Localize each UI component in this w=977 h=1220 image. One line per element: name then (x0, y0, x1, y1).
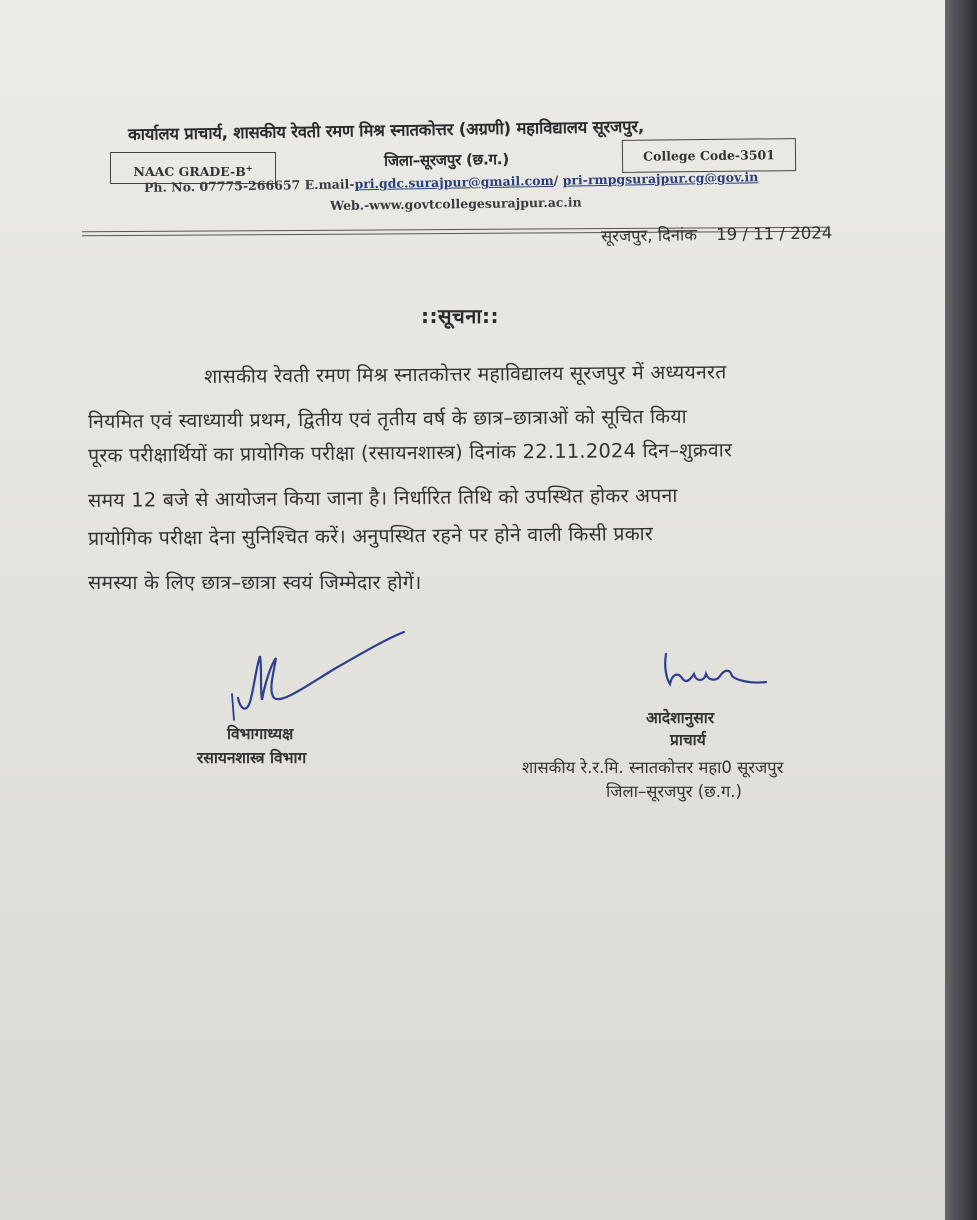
email-link-primary[interactable]: pri.gdc.surajpur@gmail.com (354, 172, 554, 192)
order-label: आदेशानुसार (646, 709, 715, 727)
notice-body-line-1: शासकीय रेवती रमण मिश्र स्नातकोत्तर महाविद्यालय सूरजपुर में अध्ययनरत (203, 360, 727, 388)
notice-body-line-3: पूरक परीक्षार्थियों का प्रायोगिक परीक्षा (रसायनशास्त्र) दिनांक 22.11.2024 दिन–शुक्रवार (87, 438, 733, 467)
naac-grade-label: NAAC GRADE-B (133, 164, 246, 180)
notice-body-line-5: प्रायोगिक परीक्षा देना सुनिश्चित करें। अनुपस्थित रहने पर होने वाली किसी प्रकार (87, 522, 654, 550)
notice-title: ::सूचना:: (421, 304, 499, 328)
notice-body-line-4: समय 12 बजे से आयोजन किया जाना है। निर्धारित तिथि को उपस्थित होकर अपना (87, 483, 678, 512)
phone-label: Ph. No. 07775-266657 E.mail- (143, 176, 355, 195)
issue-date: 19 / 11 / 2024 (716, 223, 833, 245)
date-line (601, 220, 833, 246)
college-code-label: College Code-3501 (643, 147, 775, 164)
website-line[interactable]: Web.-www.govtcollegesurajpur.ac.in (329, 194, 582, 213)
notice-body-line-6: समस्या के लिए छात्र–छात्रा स्वयं जिम्मेदार होगें। (88, 571, 422, 594)
principal-signature (660, 648, 780, 696)
principal-district: जिला–सूरजपुर (छ.ग.) (606, 782, 742, 801)
letterhead-district-line: जिला–सूरजपुर (छ.ग.) (383, 150, 510, 170)
notice-body-line-2: नियमित एवं स्वाध्यायी प्रथम, द्वितीय एवं तृतीय वर्ष के छात्र–छात्राओं को सूचित किया (87, 404, 687, 433)
hod-department: रसायनशास्त्र विभाग (197, 749, 307, 767)
email-link-secondary[interactable]: pri-rmpgsurajpur.cg@gov.in (562, 169, 759, 188)
hod-signature (226, 628, 416, 728)
hod-designation: विभागाध्यक्ष (227, 725, 294, 743)
place-date-label: सूरजपुर, दिनांक (600, 225, 698, 246)
naac-grade-mark: + (245, 163, 253, 173)
principal-institution: शासकीय रे.र.मि. स्नातकोत्तर महा0 सूरजपुर (522, 758, 784, 777)
email-separator: / (553, 172, 563, 188)
letterhead-office-line: कार्यालय प्राचार्य, शासकीय रेवती रमण मिश्र स्नातकोत्तर (अग्रणी) महाविद्यालय सूरजपुर, (127, 116, 645, 144)
principal-designation: प्राचार्य (670, 731, 706, 749)
college-code-box (622, 138, 796, 173)
